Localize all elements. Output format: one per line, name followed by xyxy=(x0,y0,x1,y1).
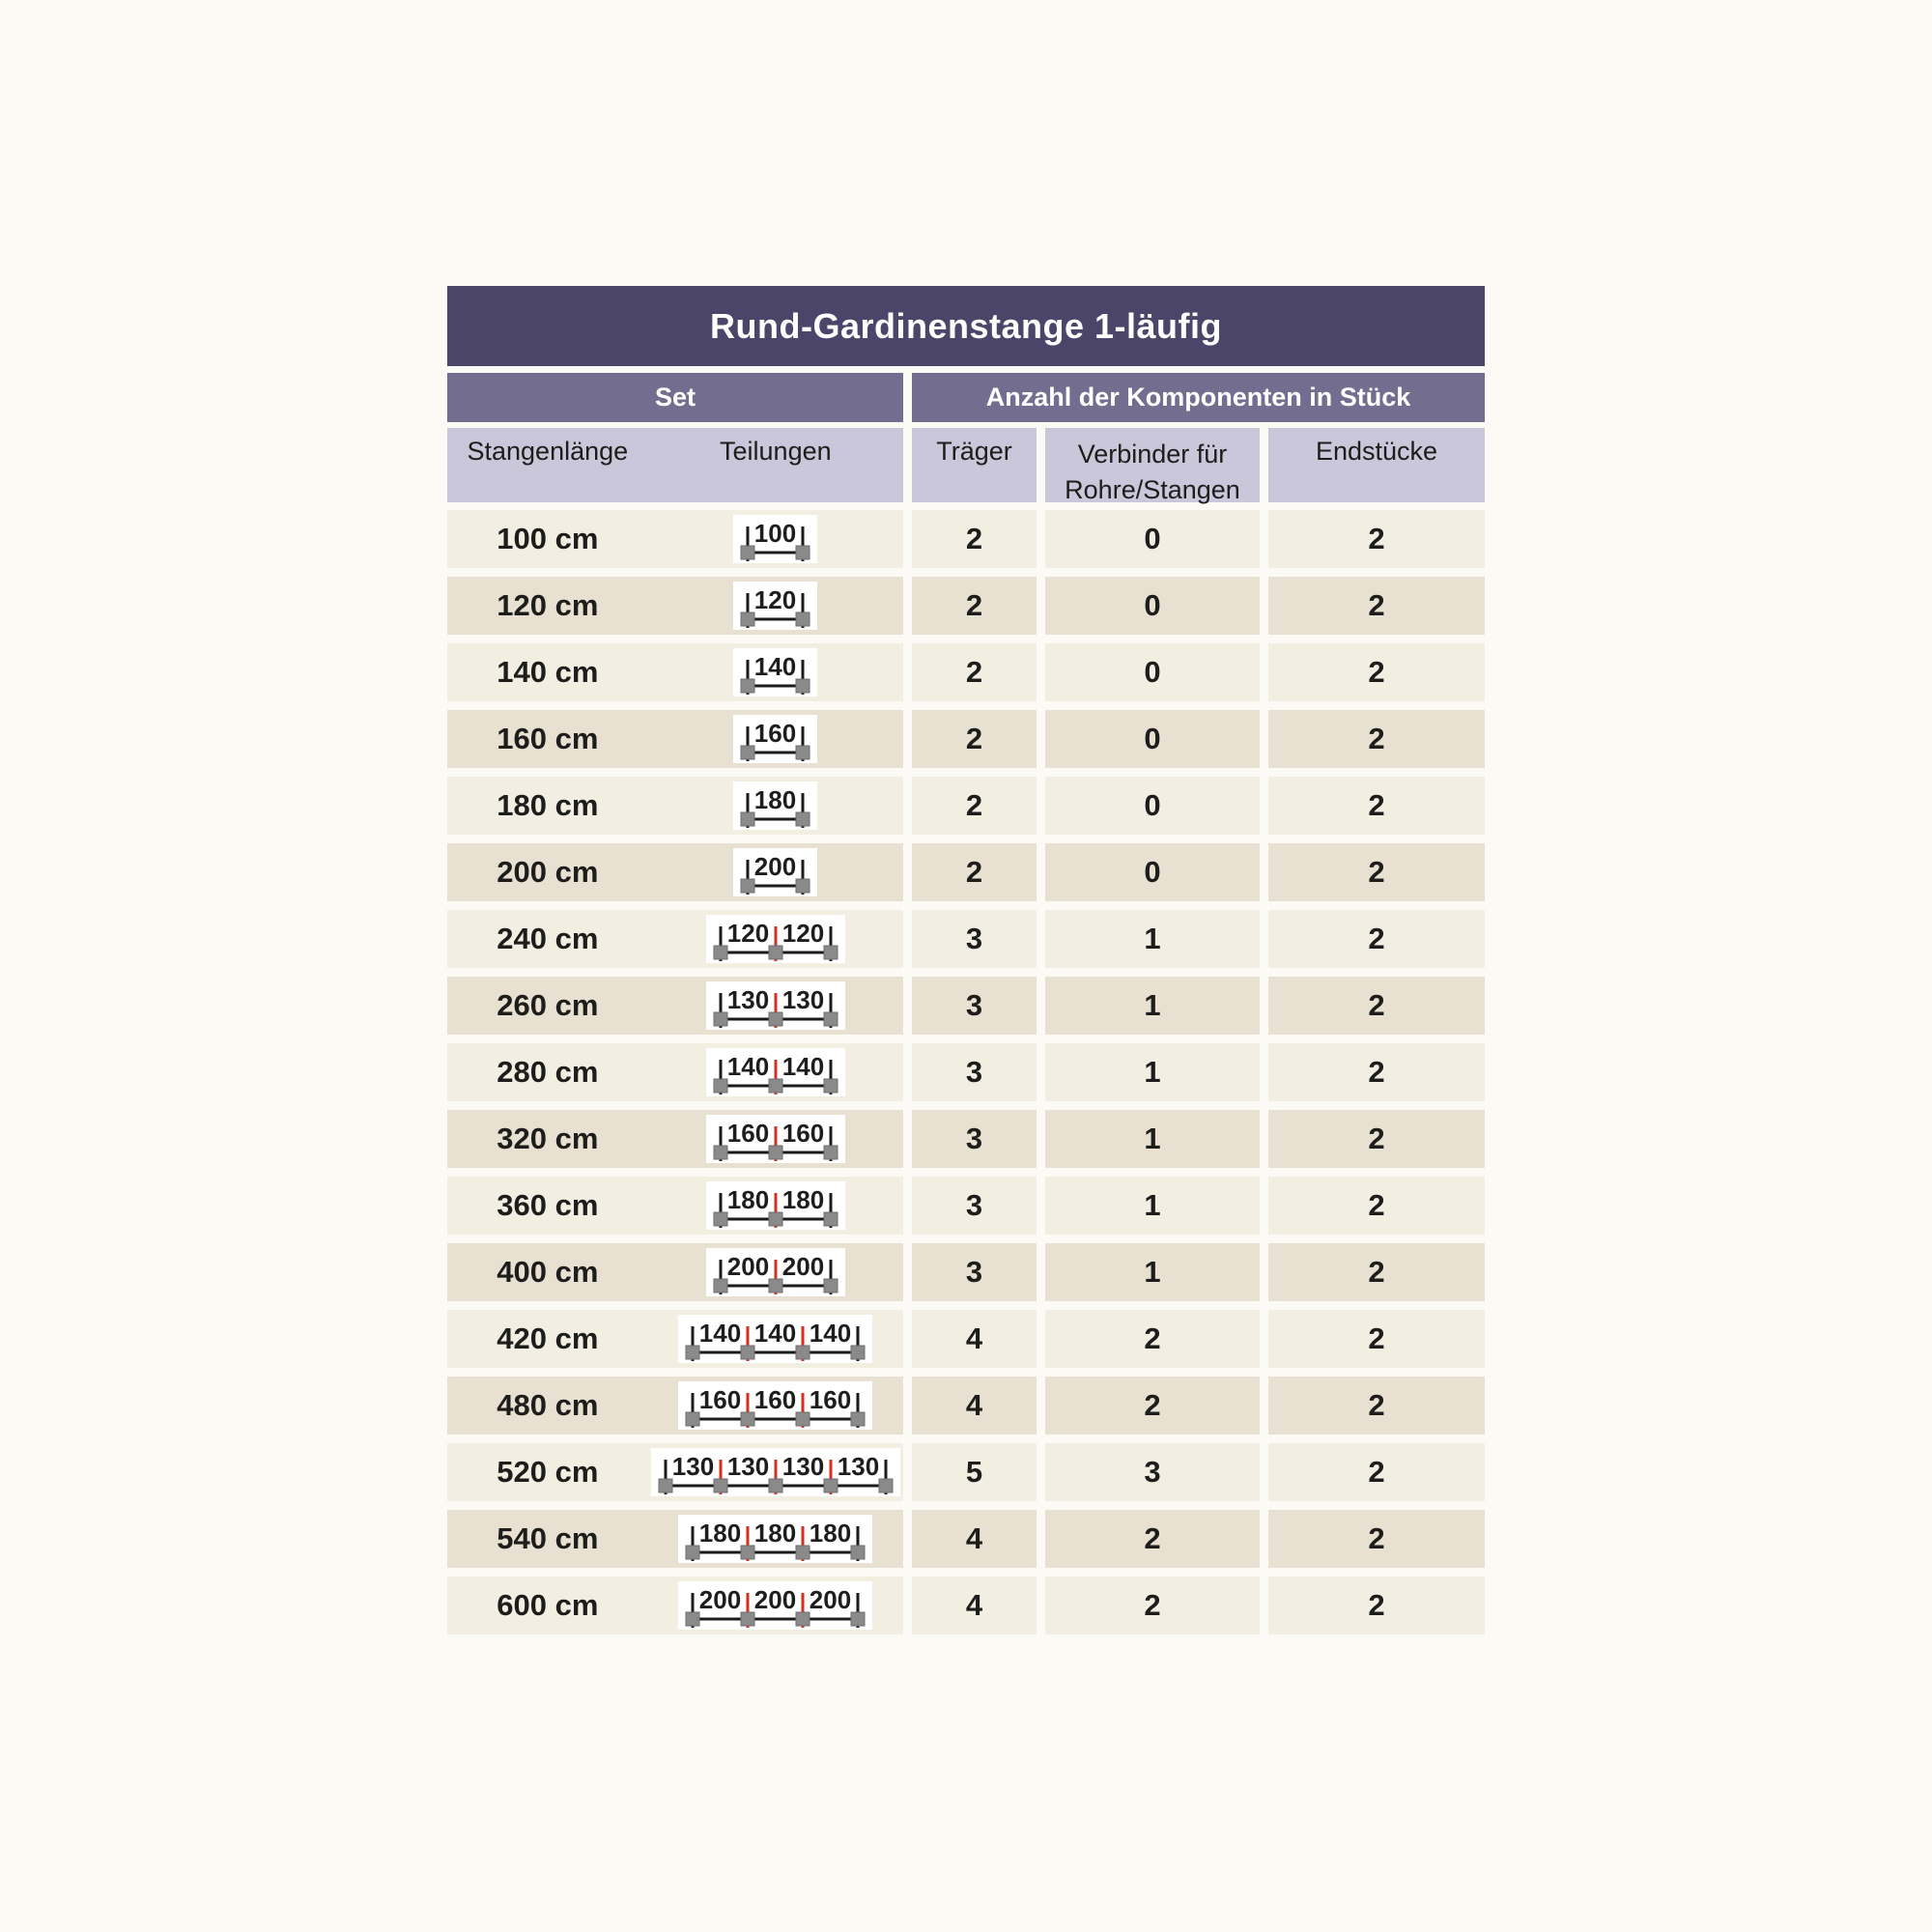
verbinder-value: 2 xyxy=(1045,1577,1260,1634)
endstuecke-value: 2 xyxy=(1268,1377,1485,1435)
table-row xyxy=(447,510,1485,568)
traeger-value: 3 xyxy=(912,1110,1037,1168)
svg-text:200: 200 xyxy=(699,1585,742,1614)
table-row xyxy=(447,710,1485,768)
table-row xyxy=(447,1577,1485,1634)
set-cell xyxy=(447,1110,903,1168)
column-header-verbinder-line1: Verbinder für xyxy=(1077,440,1228,469)
verbinder-value: 2 xyxy=(1045,1510,1260,1568)
endstuecke-value: 2 xyxy=(1268,1243,1485,1301)
table-row xyxy=(447,1510,1485,1568)
stangenlaenge-value: 520 cm xyxy=(497,1455,599,1489)
svg-text:120: 120 xyxy=(726,919,770,948)
table-row xyxy=(447,910,1485,968)
traeger-value: 4 xyxy=(912,1310,1037,1368)
svg-text:120: 120 xyxy=(781,919,825,948)
svg-text:180: 180 xyxy=(754,785,797,814)
traeger-value: 3 xyxy=(912,1043,1037,1101)
table-row xyxy=(447,843,1485,901)
traeger-value: 2 xyxy=(912,577,1037,635)
traeger-value: 4 xyxy=(912,1577,1037,1634)
rod-division-diagram xyxy=(648,715,903,763)
svg-text:140: 140 xyxy=(810,1319,852,1348)
traeger-value: 3 xyxy=(912,1177,1037,1235)
stangenlaenge-value: 260 cm xyxy=(497,988,599,1022)
traeger-value: 3 xyxy=(912,977,1037,1035)
set-cell xyxy=(447,510,903,568)
endstuecke-value: 2 xyxy=(1268,843,1485,901)
svg-text:140: 140 xyxy=(781,1052,825,1081)
rod-division-diagram xyxy=(648,1315,903,1363)
verbinder-value: 0 xyxy=(1045,710,1260,768)
traeger-value: 5 xyxy=(912,1443,1037,1501)
stangenlaenge-value: 180 cm xyxy=(497,788,599,822)
rod-division-diagram xyxy=(648,1448,903,1496)
table-row xyxy=(447,1177,1485,1235)
column-header-teilungen: Teilungen xyxy=(720,437,832,466)
stangenlaenge-value: 280 cm xyxy=(497,1055,599,1089)
table-row xyxy=(447,1243,1485,1301)
set-cell xyxy=(447,1243,903,1301)
rod-division-diagram xyxy=(648,781,903,830)
endstuecke-value: 2 xyxy=(1268,1510,1485,1568)
set-cell xyxy=(447,843,903,901)
set-cell xyxy=(447,1177,903,1235)
column-header-verbinder xyxy=(1045,428,1260,502)
rod-division-diagram xyxy=(648,582,903,630)
verbinder-value: 1 xyxy=(1045,1043,1260,1101)
svg-text:130: 130 xyxy=(726,985,770,1014)
table-row xyxy=(447,1310,1485,1368)
verbinder-value: 0 xyxy=(1045,643,1260,701)
svg-text:130: 130 xyxy=(837,1452,880,1481)
svg-text:140: 140 xyxy=(726,1052,770,1081)
verbinder-value: 1 xyxy=(1045,1177,1260,1235)
set-cell xyxy=(447,1510,903,1568)
section-header-set: Set xyxy=(447,373,903,422)
svg-text:130: 130 xyxy=(671,1452,715,1481)
svg-text:200: 200 xyxy=(810,1585,852,1614)
svg-text:180: 180 xyxy=(781,1185,825,1214)
set-cell xyxy=(447,643,903,701)
stangenlaenge-value: 100 cm xyxy=(497,522,599,555)
verbinder-value: 2 xyxy=(1045,1377,1260,1435)
table-row xyxy=(447,1377,1485,1435)
svg-text:140: 140 xyxy=(754,652,797,681)
verbinder-value: 1 xyxy=(1045,1110,1260,1168)
section-header-row xyxy=(447,373,1485,422)
verbinder-value: 0 xyxy=(1045,777,1260,835)
rod-division-diagram xyxy=(648,648,903,696)
section-header-components: Anzahl der Komponenten in Stück xyxy=(912,373,1485,422)
column-header-verbinder-line2: Rohre/Stangen xyxy=(1065,475,1240,504)
set-cell xyxy=(447,577,903,635)
set-cell xyxy=(447,710,903,768)
svg-text:100: 100 xyxy=(754,519,797,548)
verbinder-value: 2 xyxy=(1045,1310,1260,1368)
table-title: Rund-Gardinenstange 1-läufig xyxy=(447,286,1485,366)
set-cell xyxy=(447,1577,903,1634)
svg-text:180: 180 xyxy=(754,1519,797,1548)
stangenlaenge-value: 320 cm xyxy=(497,1122,599,1155)
endstuecke-value: 2 xyxy=(1268,977,1485,1035)
rod-division-diagram xyxy=(648,1248,903,1296)
svg-text:130: 130 xyxy=(781,1452,825,1481)
rod-division-diagram xyxy=(648,1515,903,1563)
rod-division-diagram xyxy=(648,1115,903,1163)
stangenlaenge-value: 400 cm xyxy=(497,1255,599,1289)
svg-text:120: 120 xyxy=(754,585,797,614)
stangenlaenge-value: 360 cm xyxy=(497,1188,599,1222)
table-row xyxy=(447,977,1485,1035)
traeger-value: 4 xyxy=(912,1377,1037,1435)
table-row xyxy=(447,777,1485,835)
rod-division-diagram xyxy=(648,1381,903,1430)
verbinder-value: 0 xyxy=(1045,510,1260,568)
traeger-value: 3 xyxy=(912,910,1037,968)
svg-text:180: 180 xyxy=(810,1519,852,1548)
column-header-stangenlaenge: Stangenlänge xyxy=(467,437,629,466)
stangenlaenge-value: 240 cm xyxy=(497,922,599,955)
endstuecke-value: 2 xyxy=(1268,577,1485,635)
traeger-value: 2 xyxy=(912,643,1037,701)
endstuecke-value: 2 xyxy=(1268,510,1485,568)
svg-text:160: 160 xyxy=(810,1385,852,1414)
traeger-value: 2 xyxy=(912,710,1037,768)
svg-text:140: 140 xyxy=(699,1319,742,1348)
svg-text:130: 130 xyxy=(726,1452,770,1481)
set-cell xyxy=(447,777,903,835)
rod-division-diagram xyxy=(648,1181,903,1230)
table-row xyxy=(447,1110,1485,1168)
rod-division-diagram xyxy=(648,515,903,563)
endstuecke-value: 2 xyxy=(1268,777,1485,835)
column-header-endstuecke: Endstücke xyxy=(1268,428,1485,502)
svg-text:160: 160 xyxy=(754,719,797,748)
stangenlaenge-value: 200 cm xyxy=(497,855,599,889)
svg-text:160: 160 xyxy=(754,1385,797,1414)
table-row xyxy=(447,1043,1485,1101)
verbinder-value: 0 xyxy=(1045,577,1260,635)
endstuecke-value: 2 xyxy=(1268,1110,1485,1168)
endstuecke-value: 2 xyxy=(1268,910,1485,968)
rod-division-diagram xyxy=(648,848,903,896)
endstuecke-value: 2 xyxy=(1268,1577,1485,1634)
svg-text:160: 160 xyxy=(699,1385,742,1414)
rod-division-diagram xyxy=(648,981,903,1030)
table-row xyxy=(447,577,1485,635)
traeger-value: 2 xyxy=(912,777,1037,835)
svg-text:200: 200 xyxy=(754,852,797,881)
svg-text:160: 160 xyxy=(726,1119,770,1148)
svg-text:200: 200 xyxy=(781,1252,825,1281)
endstuecke-value: 2 xyxy=(1268,643,1485,701)
stangenlaenge-value: 160 cm xyxy=(497,722,599,755)
traeger-value: 2 xyxy=(912,510,1037,568)
svg-text:140: 140 xyxy=(754,1319,797,1348)
column-header-row xyxy=(447,428,1485,502)
set-cell xyxy=(447,977,903,1035)
column-header-traeger: Träger xyxy=(912,428,1037,502)
traeger-value: 3 xyxy=(912,1243,1037,1301)
set-cell xyxy=(447,1310,903,1368)
verbinder-value: 1 xyxy=(1045,977,1260,1035)
curtain-rod-table xyxy=(447,286,1485,1643)
stangenlaenge-value: 480 cm xyxy=(497,1388,599,1422)
svg-text:160: 160 xyxy=(781,1119,825,1148)
table-body xyxy=(447,510,1485,1634)
rod-division-diagram xyxy=(648,915,903,963)
stangenlaenge-value: 140 cm xyxy=(497,655,599,689)
table-row xyxy=(447,1443,1485,1501)
traeger-value: 2 xyxy=(912,843,1037,901)
svg-text:200: 200 xyxy=(726,1252,770,1281)
table-row xyxy=(447,643,1485,701)
svg-text:200: 200 xyxy=(754,1585,797,1614)
verbinder-value: 1 xyxy=(1045,1243,1260,1301)
set-cell xyxy=(447,1443,903,1501)
verbinder-value: 0 xyxy=(1045,843,1260,901)
stangenlaenge-value: 420 cm xyxy=(497,1321,599,1355)
column-header-set-group xyxy=(447,428,903,502)
endstuecke-value: 2 xyxy=(1268,1177,1485,1235)
svg-text:130: 130 xyxy=(781,985,825,1014)
endstuecke-value: 2 xyxy=(1268,1310,1485,1368)
endstuecke-value: 2 xyxy=(1268,710,1485,768)
set-cell xyxy=(447,910,903,968)
svg-text:180: 180 xyxy=(726,1185,770,1214)
traeger-value: 4 xyxy=(912,1510,1037,1568)
stangenlaenge-value: 600 cm xyxy=(497,1588,599,1622)
stangenlaenge-value: 120 cm xyxy=(497,588,599,622)
rod-division-diagram xyxy=(648,1581,903,1630)
endstuecke-value: 2 xyxy=(1268,1443,1485,1501)
rod-division-diagram xyxy=(648,1048,903,1096)
stangenlaenge-value: 540 cm xyxy=(497,1521,599,1555)
set-cell xyxy=(447,1377,903,1435)
set-cell xyxy=(447,1043,903,1101)
svg-text:180: 180 xyxy=(699,1519,742,1548)
verbinder-value: 3 xyxy=(1045,1443,1260,1501)
verbinder-value: 1 xyxy=(1045,910,1260,968)
endstuecke-value: 2 xyxy=(1268,1043,1485,1101)
